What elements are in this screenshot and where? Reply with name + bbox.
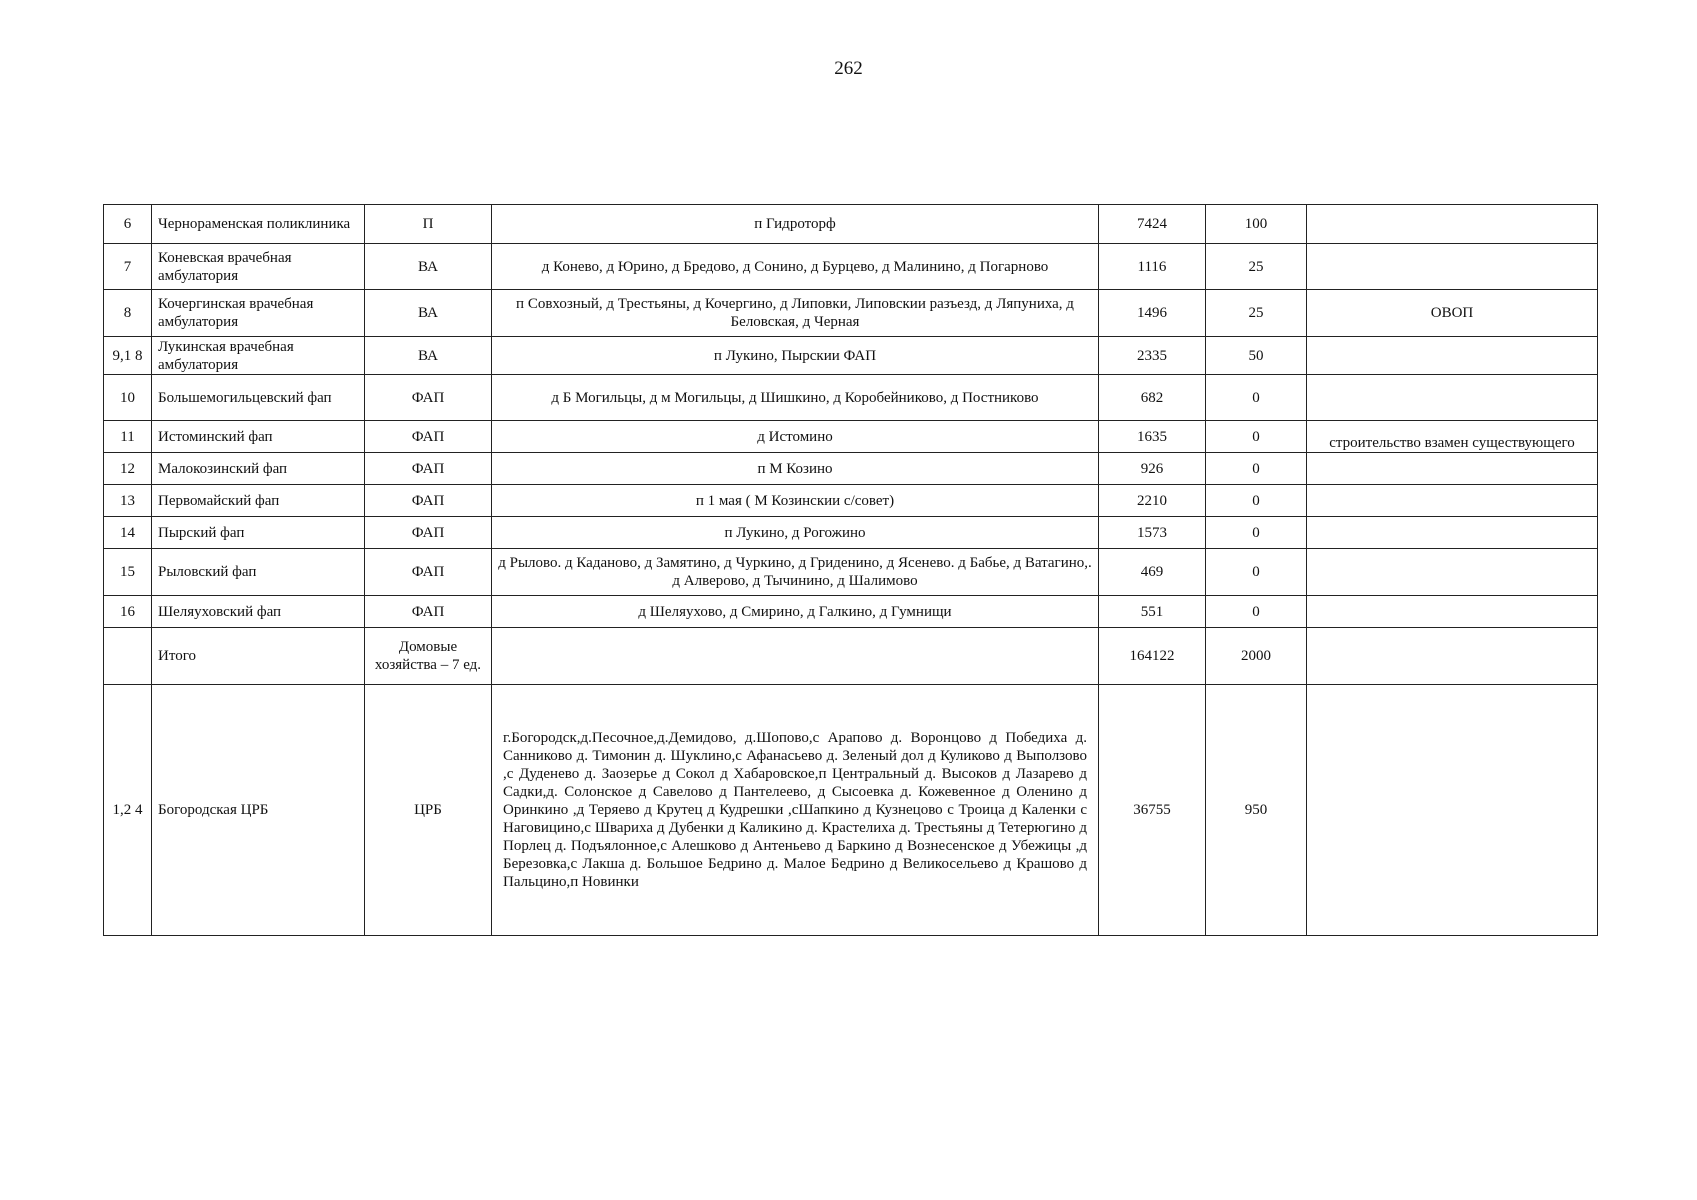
population: 469 [1099, 549, 1206, 596]
table-row [104, 375, 1598, 421]
capacity: 0 [1206, 596, 1307, 628]
table-row [104, 244, 1598, 290]
population: 164122 [1099, 628, 1206, 685]
page-number: 262 [834, 58, 863, 79]
note [1307, 205, 1598, 244]
row-number: 11 [104, 421, 152, 453]
row-number: 13 [104, 485, 152, 517]
population: 1116 [1099, 244, 1206, 290]
facility-type: ФАП [365, 596, 492, 628]
row-number: 15 [104, 549, 152, 596]
service-area: д Конево, д Юрино, д Бредово, д Сонино, д Бурцево, д Малинино, д Погарново [492, 244, 1099, 290]
facility-type: ФАП [365, 549, 492, 596]
capacity: 100 [1206, 205, 1307, 244]
population: 7424 [1099, 205, 1206, 244]
facility-name: Лукинская врачебная амбулатория [152, 337, 365, 375]
facilities-table [103, 204, 1598, 936]
service-area: д Шеляухово, д Смирино, д Галкино, д Гумнищи [492, 596, 1099, 628]
service-area: п Совхозный, д Трестьяны, д Кочергино, д Липовки, Липовскии разъезд, д Ляпуниха, д Беловская, д Черная [492, 290, 1099, 337]
table-row [104, 596, 1598, 628]
table-row [104, 205, 1598, 244]
capacity: 25 [1206, 244, 1307, 290]
facility-type: ФАП [365, 421, 492, 453]
service-area: г.Богородск,д.Песочное,д.Демидово, д.Шопово,с Арапово д. Воронцово д Победиха д. Санниково д. Тимонин д. Шуклино,с Афанасьево д. Зеленый дол д Куликово д Выползово ,с Дуденево д. Заозерье д Сокол д Хабаровское,п Центральный д. Высоков д Лазарево д Садки,д. Солонское д Савелово д Пантелеево, д Сысоевка д. Кожевенное д Оленино д Оринкино ,д Теряево д Крутец д Кудрешки ,сШапкино д Кузнецово с Троица д Каленки с Наговицино,с Швариха д Дубенки д Каликино д. Крастелиха д. Трестьяны д Тетерюгино д Порлец д. Подъялонное,с Алешково д Антеньево д Баркино д Вознесенское д Убежицы ,д Березовка,с Лакша д. Большое Бедрино д. Малое Бедрино д Великосельево д Крашово д Пальцино,п Новинки [492, 685, 1099, 936]
service-area: д Истомино [492, 421, 1099, 453]
population: 926 [1099, 453, 1206, 485]
table-row [104, 421, 1598, 453]
facility-type: ЦРБ [365, 685, 492, 936]
facility-name: Рыловский фап [152, 549, 365, 596]
service-area: п Лукино, д Рогожино [492, 517, 1099, 549]
capacity: 0 [1206, 421, 1307, 453]
note [1307, 517, 1598, 549]
facility-name: Чернораменская поликлиника [152, 205, 365, 244]
note: строительство взамен существующего [1307, 421, 1598, 453]
row-number [104, 628, 152, 685]
facility-name: Первомайский фап [152, 485, 365, 517]
facility-name: Большемогильцевский фап [152, 375, 365, 421]
row-number: 1,2 4 [104, 685, 152, 936]
facility-type: ВА [365, 337, 492, 375]
facility-type: ВА [365, 244, 492, 290]
note [1307, 453, 1598, 485]
facility-name: Итого [152, 628, 365, 685]
table-row [104, 517, 1598, 549]
table-row [104, 685, 1598, 936]
population: 2335 [1099, 337, 1206, 375]
facility-name: Малокозинский фап [152, 453, 365, 485]
service-area [492, 628, 1099, 685]
row-number: 7 [104, 244, 152, 290]
population: 2210 [1099, 485, 1206, 517]
facility-name: Шеляуховский фап [152, 596, 365, 628]
service-area: д Рылово. д Каданово, д Замятино, д Чуркино, д Гриденино, д Ясенево. д Бабье, д Ватагино,. д Алверово, д Тычинино, д Шалимово [492, 549, 1099, 596]
capacity: 0 [1206, 549, 1307, 596]
population: 1496 [1099, 290, 1206, 337]
capacity: 950 [1206, 685, 1307, 936]
note [1307, 596, 1598, 628]
population: 1573 [1099, 517, 1206, 549]
table-row [104, 549, 1598, 596]
table-row [104, 453, 1598, 485]
note: ОВОП [1307, 290, 1598, 337]
row-number: 10 [104, 375, 152, 421]
table-row [104, 485, 1598, 517]
row-number: 8 [104, 290, 152, 337]
note [1307, 685, 1598, 936]
row-number: 16 [104, 596, 152, 628]
row-number: 9,1 8 [104, 337, 152, 375]
facility-name: Пырский фап [152, 517, 365, 549]
service-area: д Б Могильцы, д м Могильцы, д Шишкино, д Коробейниково, д Постниково [492, 375, 1099, 421]
table-row [104, 337, 1598, 375]
capacity: 0 [1206, 453, 1307, 485]
table-row-total [104, 628, 1598, 685]
note [1307, 628, 1598, 685]
capacity: 2000 [1206, 628, 1307, 685]
row-number: 12 [104, 453, 152, 485]
facility-type: П [365, 205, 492, 244]
population: 36755 [1099, 685, 1206, 936]
facility-type: ФАП [365, 453, 492, 485]
service-area: п Гидроторф [492, 205, 1099, 244]
capacity: 50 [1206, 337, 1307, 375]
service-area: п М Козино [492, 453, 1099, 485]
facility-type: ФАП [365, 517, 492, 549]
facility-type: Домовые хозяйства – 7 ед. [365, 628, 492, 685]
row-number: 6 [104, 205, 152, 244]
facility-name: Коневская врачебная амбулатория [152, 244, 365, 290]
facility-name: Богородская ЦРБ [152, 685, 365, 936]
facility-type: ВА [365, 290, 492, 337]
row-number: 14 [104, 517, 152, 549]
capacity: 25 [1206, 290, 1307, 337]
service-area: п Лукино, Пырскии ФАП [492, 337, 1099, 375]
facility-type: ФАП [365, 375, 492, 421]
population: 551 [1099, 596, 1206, 628]
service-area: п 1 мая ( М Козинскии с/совет) [492, 485, 1099, 517]
population: 682 [1099, 375, 1206, 421]
population: 1635 [1099, 421, 1206, 453]
note [1307, 375, 1598, 421]
facility-name: Истоминский фап [152, 421, 365, 453]
capacity: 0 [1206, 375, 1307, 421]
facility-name: Кочергинская врачебная амбулатория [152, 290, 365, 337]
note [1307, 244, 1598, 290]
facility-type: ФАП [365, 485, 492, 517]
note [1307, 485, 1598, 517]
table-row [104, 290, 1598, 337]
note [1307, 337, 1598, 375]
capacity: 0 [1206, 517, 1307, 549]
capacity: 0 [1206, 485, 1307, 517]
note [1307, 549, 1598, 596]
